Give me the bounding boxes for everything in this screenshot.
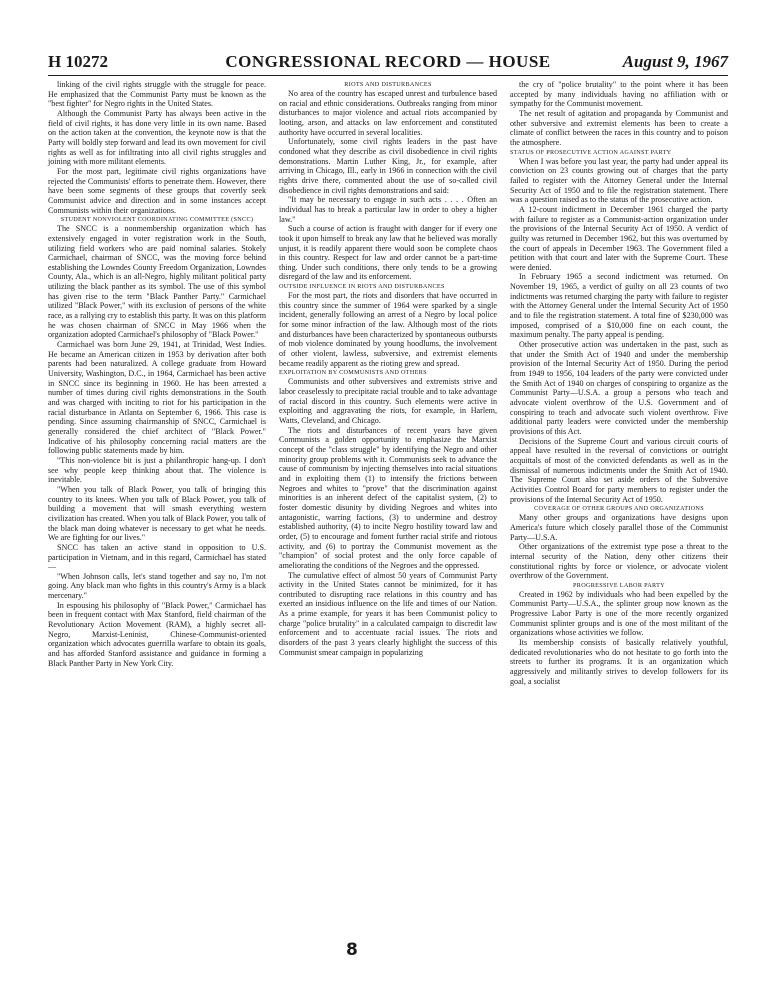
section-heading: EXPLOITATION BY COMMUNISTS AND OTHERS xyxy=(279,369,427,377)
paragraph: Carmichael was born June 29, 1941, at Trinidad, West Indies. He became an American citizen in 1953 by derivation after both parents had been naturalized. A college graduate from Howard University, Washington, D.C., in 1964, Carmichael has been active in SNCC since its beginning in 1960. He has been arrested a number of times during civil rights demonstrations in the South and was charged with inciting to riot for his participation in the racial disturbance in Atlanta on September 6, 1966. This case is pending. Since assuming chairmanship of SNCC, Carmichael is generally considered the chief architect of "Black Power." Indicative of his philosophy concerning racial matters are the following public statements made by him. xyxy=(48,340,266,456)
paragraph: Created in 1962 by individuals who had been expelled by the Communist Party—U.S.A., the splinter group now known as the Progressive Labor Party is one of the more recently organized Communist splinter groups and is one of the most militant of the organizations whose activities we follow. xyxy=(510,589,728,638)
paragraph: Many other groups and organizations have designs upon America's future which closely parallel those of the Communist Party—U.S.A. xyxy=(510,513,728,542)
page-id: H 10272 xyxy=(48,52,108,71)
paragraph: "When you talk of Black Power, you talk of bringing this country to its knees. When you talk of Black Power, you talk of building a movement that will smash everything western civilization has created. When you talk of Black Power, you talk of the black man doing whatever is necessary to get what he needs. We are fighting for our lives." xyxy=(48,484,266,543)
section-heading: COVERAGE OF OTHER GROUPS AND ORGANIZATIONS xyxy=(534,505,704,513)
paragraph: For the most part, legitimate civil rights organizations have rejected the Communists' efforts to penetrate them. However, there have been some segments of these groups that covertly seek Communist advice and direction and in some instances accept Communists within their organizations. xyxy=(48,166,266,215)
section-heading: RIOTS AND DISTURBANCES xyxy=(344,81,432,88)
section-heading: OUTSIDE INFLUENCE IN RIOTS AND DISTURBANCES xyxy=(279,283,445,291)
paragraph: When I was before you last year, the party had under appeal its conviction on 23 counts growing out of charges that the party failed to register with the Attorney General under the Internal Security Act of 1950 and to file the registration statement. There was a question raised as to the status of the prosecutive action. xyxy=(510,156,728,205)
paragraph: Communists and other subversives and extremists strive and labor ceaselessly to precipitate racial trouble and to take advantage of racial discord in this country. Such elements were active in exploiting and aggravating the riots, for example, in Harlem, Watts, Cleveland, and Chicago. xyxy=(279,377,497,425)
paragraph: "It may be necessary to engage in such acts . . . . Often an individual has to break a particular law in order to obey a higher law." xyxy=(279,195,497,224)
paragraph: "This non-violence bit is just a philanthropic hang-up. I don't see why people keep thinking about that. The violence is inevitable. xyxy=(48,455,266,485)
paragraph: Its membership consists of basically relatively youthful, dedicated revolutionaries who do not hesitate to go forth into the streets to further its programs. It is an organization which aggressively and militantly strives to develop followers for its goal, a socialist xyxy=(510,638,728,686)
paragraph: Decisions of the Supreme Court and various circuit courts of appeal have resulted in the reversal of convictions or outright acquittals of most of the convicted defendants as well as in the dismissal of numerous indictments under the Smith Act of 1940. The Supreme Court also set aside orders of the Subversive Activities Control Board for party members to register under the provisions of the Internal Security Act of 1950. xyxy=(510,436,728,504)
page-header xyxy=(48,52,728,72)
paragraph: The net result of agitation and propaganda by Communist and other subversive and extremist elements has been to create a climate of conflict between the races in this country and to poison the atmosphere. xyxy=(510,108,728,147)
paragraph: A 12-count indictment in December 1961 charged the party with failure to register as a Communist-action organization under the provisions of the Internal Security Act of 1950. A verdict of guilty was returned in December 1962, but this was overturned by the court of appeals in December 1963. The Government filed a petition with that court and later with the Supreme Court. These were denied. xyxy=(510,204,728,272)
header-rule xyxy=(48,75,728,76)
column-2 xyxy=(279,80,497,657)
paragraph: "When Johnson calls, let's stand together and say no, I'm not going. Any black man who fights in this country's Army is a black mercenary." xyxy=(48,571,266,601)
paragraph: The cumulative effect of almost 50 years of Communist Party activity in the United States cannot be minimized, for it has contributed to disrupting race relations in this country and has exerted an insidious influence on the life and times of our Nation. As a prime example, for years it has been Communist policy to charge "police brutality" in a calculated campaign to discredit law enforcement and to accentuate racial issues. The riots and disorders of the past 3 years clearly highlight the success of this Communist smear campaign in popularizing xyxy=(279,570,497,657)
paragraph: SNCC has taken an active stand in opposition to U.S. participation in Vietnam, and in this regard, Carmichael has stated— xyxy=(48,542,266,572)
paragraph: The SNCC is a nonmembership organization which has extensively engaged in voter registration work in the South, utilizing field workers who are paid nominal salaries. Stokely Carmichael, chairman of SNCC, was the moving force behind establishing the Lowndes County Freedom Organization, Lowndes County, Ala., which is an all-Negro, highly militant political party utilizing the black panther as its symbol. The use of this symbol has given rise to the term "Black Panther Party." Carmichael utilized "Black Power," with its exclusion of persons of the white race, as a rallying cry to establish this party. It was on this platform he was chosen chairman of SNCC in May 1966 when the organization adopted Carmichael's philosophy of "Black Power." xyxy=(48,224,266,340)
paragraph: Unfortunately, some civil rights leaders in the past have condoned what they describe as civil disobedience in civil rights demonstrations. Martin Luther King, Jr., for example, after arriving in Chicago, Ill., early in 1966 in connection with the civil rights drive there, commented about the use of so-called civil disobedience in civil rights demonstrations and said: xyxy=(279,137,497,195)
paragraph: In February 1965 a second indictment was returned. On November 19, 1965, a verdict of guilty on all 23 counts of two indictments was returned charging the party with failure to register with the Attorney General under the Internal Security Act of 1950 and to file the registration statement. A total fine of $230,000 was imposed, comprised of a $10,000 fine on each count, the maximum penalty. The party appeal is pending. xyxy=(510,272,728,340)
paragraph: linking of the civil rights struggle with the struggle for peace. He emphasized that the Communist Party must be known as the "best fighter" for Negro rights in the United States. xyxy=(48,80,266,109)
paragraph: Although the Communist Party has always been active in the field of civil rights, it has done very little in its own name. Based on the action taken at the convention, the keynote now is that the Party will boldly step forward and lead its own movement for civil rights as well as for infiltrating into all civil rights struggles and joining with more militant elements. xyxy=(48,108,266,167)
paragraph: Other organizations of the extremist type pose a threat to the internal security of the Nation, deny other citizens their constitutional rights by force or violence, or advocate violent overthrow of the Government. xyxy=(510,542,728,581)
issue-date: August 9, 1967 xyxy=(622,52,728,71)
page-mark: 8 xyxy=(346,940,358,960)
paragraph: Other prosecutive action was undertaken in the past, such as that under the Smith Act of 1940 and under the membership provision of the Internal Security Act of 1950. During the period from 1949 to 1956, 104 leaders of the party were convicted under the Smith Act of 1940 on charges of conspiring to organize as the Communist Party—U.S.A. a group a persons who teach and advocate violent overthrow of the U.S. Government and of conspiring to teach and advocate such violent overthrow. Five additional party leaders were convicted under the membership provisions of this Act. xyxy=(510,340,728,436)
section-heading: STUDENT NONVIOLENT COORDINATING COMMITTEE (SNCC) xyxy=(60,216,254,224)
publication-title: CONGRESSIONAL RECORD — HOUSE xyxy=(225,52,551,71)
paragraph: Such a course of action is fraught with danger for if every one took it upon himself to break any law that he believed was morally unjust, it is readily apparent there would soon be complete chaos in this country. Respect for law and order cannot be a part-time thing. Under such conditions, there only tends to be a growing disregard of the law and its enforcement. xyxy=(279,224,497,282)
column-1 xyxy=(48,80,266,668)
paragraph: The riots and disturbances of recent years have given Communists a golden opportunity to emphasize the Marxist concept of the "class struggle" by identifying the Negro and other minority group problems with it. Communists seek to advance the cause of communism by injecting themselves into racial situations and in exploiting them (1) to intensify the frictions between Negroes and whites to "prove" that the discrimination against minorities is an inherent defect of the capitalist system, (2) to foster domestic disunity by dividing Negroes and whites into antagonistic, warring factions, (3) to undermine and destroy established authority, (4) to incite Negro hostility toward law and order, (5) to encourage and foment further racial strife and riotous activity, and (6) to portray the Communist movement as the "champion" of social protest and the only force capable of ameliorating the conditions of the Negroes and the oppressed. xyxy=(279,425,497,570)
paragraph: In espousing his philosophy of "Black Power," Carmichael has been in frequent contact with Max Stanford, field chairman of the Revolutionary Action Movement (RAM), a highly secret all-Negro, Marxist-Leninist, Chinese-Communist-oriented organization which advocates guerrilla warfare to obtain its goals, and has afforded Stanford assistance and guidance in forming a Black Panther Party in New York City. xyxy=(48,600,266,668)
section-heading: STATUS OF PROSECUTIVE ACTION AGAINST PARTY xyxy=(510,148,672,156)
paragraph: No area of the country has escaped unrest and turbulence based on racial and ethnic considerations. Outbreaks ranging from minor disturbances to major violence and actual riots accompanied by looting, arson, and attacks on law enforcement and constituted authority have occurred in several localities. xyxy=(279,89,497,137)
paragraph: For the most part, the riots and disorders that have occurred in this country since the summer of 1964 were sparked by a single incident, generally following an arrest of a Negro by local police for some minor infraction of the law. Although most of the riots and disturbances have been characterized by spontaneous outbursts of mob violence dominated by young hoodlums, the involvement of other violent, lawless, subversive, and extremist elements became readily apparent as the rioting grew and spread. xyxy=(279,291,497,368)
paragraph: the cry of "police brutality" to the point where it has been accepted by many individuals having no affiliation with or sympathy for the Communist movement. xyxy=(510,80,728,109)
section-heading: PROGRESSIVE LABOR PARTY xyxy=(573,581,665,589)
column-3 xyxy=(510,80,728,686)
